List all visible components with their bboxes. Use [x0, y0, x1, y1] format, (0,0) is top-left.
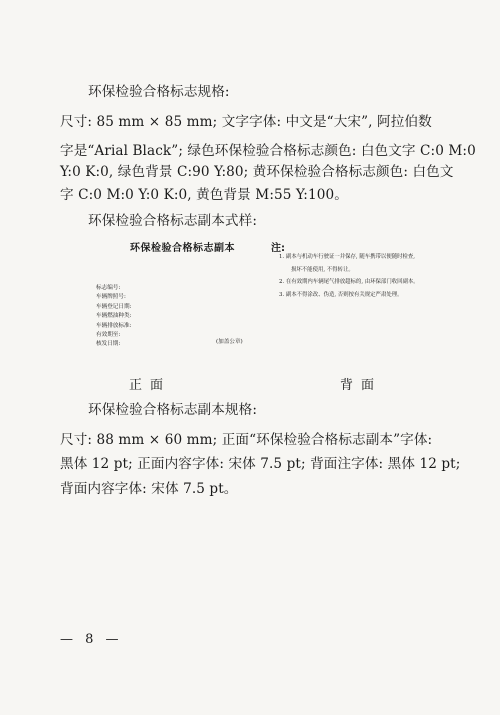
- back-notes: [279, 253, 419, 300]
- size-line-4: 字 C:0 M:0 Y:0 K:0, 黄色背景 M:55 Y:100。: [60, 187, 348, 203]
- back-note: 损坏不能使用, 不得转让。: [291, 266, 354, 273]
- front-field: 车辆登记日期:: [96, 303, 132, 310]
- copy-sample-heading: 环保检验合格标志副本式样:: [88, 213, 258, 229]
- copy-size-line-1: 尺寸: 88 mm × 60 mm; 正面“环保检验合格标志副本”字体:: [60, 432, 433, 448]
- back-note: 3. 副本不得涂改、伪造, 否则按有关规定严肃处理。: [279, 291, 403, 298]
- back-title: 注:: [271, 243, 285, 254]
- back-note: 2. 在有效期内车辆尾气排放超标的, 由环保部门收回副本。: [279, 279, 419, 286]
- front-fields: [96, 284, 131, 350]
- front-field: 标志编号:: [96, 285, 121, 291]
- caption-back: 背面: [340, 378, 383, 393]
- size-line-1: 尺寸: 85 mm × 85 mm; 文字字体: 中文是“大宋”, 阿拉伯数: [60, 114, 432, 130]
- copy-size-line-3: 背面内容字体: 宋体 7.5 pt。: [60, 481, 238, 497]
- size-line-2: 字是“Arial Black”; 绿色环保检验合格标志颜色: 白色文字 C:0 M:0: [60, 143, 476, 159]
- front-field: 核发日期:: [96, 341, 121, 348]
- copy-size-line-2: 黑体 12 pt; 正面内容字体: 宋体 7.5 pt; 背面注字体: 黑体 12 pt;: [60, 456, 461, 472]
- copy-spec-heading: 环保检验合格标志副本规格:: [88, 402, 258, 418]
- front-field: 车辆排放标准:: [96, 322, 132, 329]
- size-line-3: Y:0 K:0, 绿色背景 C:90 Y:80; 黄环保检验合格标志颜色: 白色文: [60, 164, 454, 180]
- spec-heading: 环保检验合格标志规格:: [88, 84, 230, 100]
- caption-front: 正面: [129, 378, 172, 393]
- front-title: 环保检验合格标志副本: [130, 243, 235, 254]
- front-field: 有效期至:: [96, 332, 121, 339]
- front-field: 车辆燃油种类:: [96, 313, 132, 320]
- back-note: 1. 副本与机动车行驶证一并保存, 随车携带以便随时检查,: [279, 254, 415, 260]
- page-number: — 8 —: [60, 632, 123, 647]
- front-stamp: (加盖公章): [216, 339, 243, 345]
- front-field: 车辆牌照号:: [96, 294, 126, 301]
